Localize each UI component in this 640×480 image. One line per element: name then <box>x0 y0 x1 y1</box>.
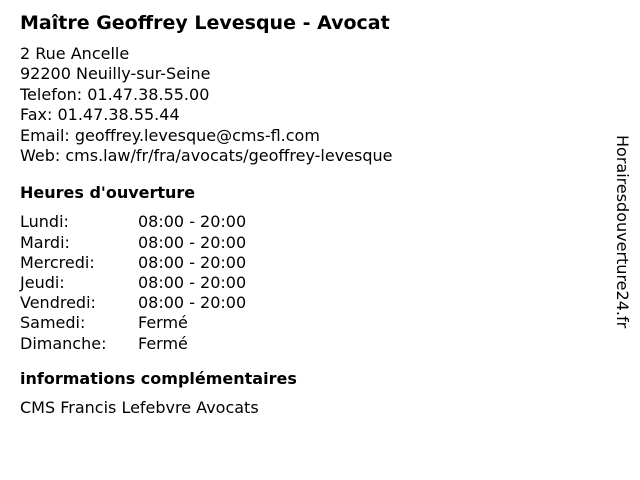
contact-block <box>20 44 600 166</box>
hours-time-value: Fermé <box>138 313 188 333</box>
additional-info-text: CMS Francis Lefebvre Avocats <box>20 397 259 417</box>
hours-row-mardi <box>20 233 600 253</box>
hours-time-value: 08:00 - 20:00 <box>138 293 247 313</box>
hours-row-vendredi <box>20 293 600 313</box>
additional-info-heading: informations complémentaires <box>20 368 297 388</box>
business-card <box>20 10 600 418</box>
additional-info-section <box>20 368 600 418</box>
opening-hours-list <box>20 212 600 353</box>
hours-day-label: Vendredi: <box>20 293 96 313</box>
hours-row-jeudi <box>20 273 600 293</box>
hours-row-mercredi <box>20 253 600 273</box>
opening-hours-section <box>20 182 600 353</box>
hours-day-label: Jeudi: <box>20 273 65 293</box>
hours-time-value: 08:00 - 20:00 <box>138 252 247 272</box>
fax-number: Fax: 01.47.38.55.44 <box>20 105 180 125</box>
site-watermark: Horairesdouverture24.fr <box>613 135 632 329</box>
page-title: Maître Geoffrey Levesque - Avocat <box>20 12 390 34</box>
opening-hours-heading: Heures d'ouverture <box>20 183 196 203</box>
website-link: Web: cms.law/fr/fra/avocats/geoffrey-levesque <box>20 146 393 166</box>
hours-time-value: 08:00 - 20:00 <box>138 212 247 232</box>
hours-day-label: Mercredi: <box>20 252 95 272</box>
hours-day-label: Mardi: <box>20 232 70 252</box>
phone-number: Telefon: 01.47.38.55.00 <box>20 84 210 104</box>
hours-time-value: 08:00 - 20:00 <box>138 232 247 252</box>
hours-day-label: Dimanche: <box>20 333 107 353</box>
address-city: 92200 Neuilly-sur-Seine <box>20 64 211 84</box>
hours-day-label: Samedi: <box>20 313 86 333</box>
hours-row-samedi <box>20 313 600 333</box>
email-address: Email: geoffrey.levesque@cms-fl.com <box>20 125 320 145</box>
hours-row-lundi <box>20 212 600 232</box>
address-street: 2 Rue Ancelle <box>20 44 130 63</box>
hours-time-value: 08:00 - 20:00 <box>138 273 247 293</box>
hours-time-value: Fermé <box>138 333 188 353</box>
hours-day-label: Lundi: <box>20 212 69 232</box>
hours-row-dimanche <box>20 334 600 354</box>
